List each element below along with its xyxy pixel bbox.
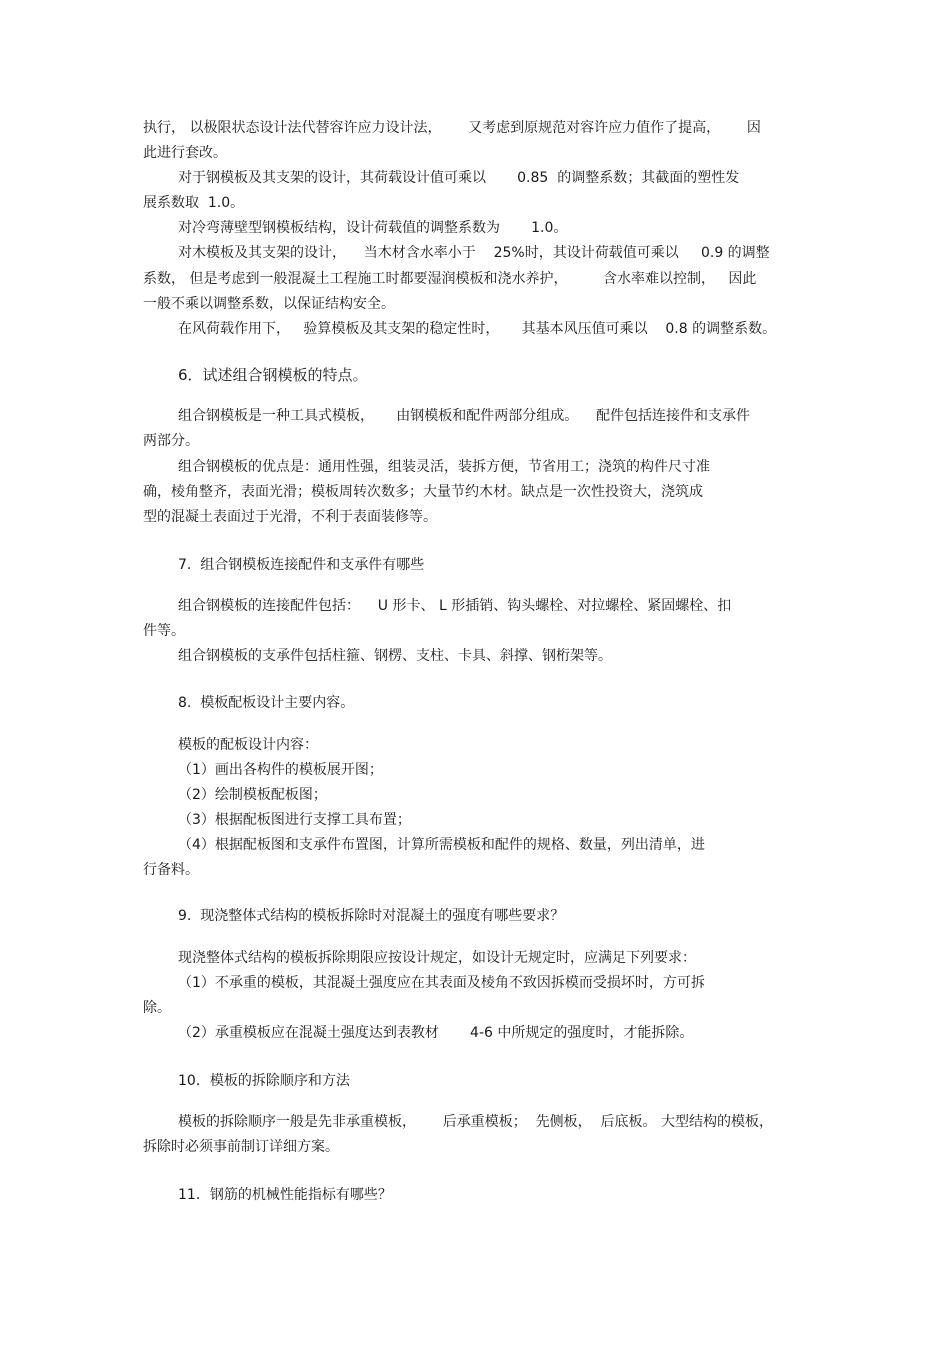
text-line: 组合钢模板的支承件包括柱箍、钢楞、支柱、卡具、斜撑、钢桁架等。: [178, 648, 612, 664]
text-line: 型的混凝土表面过于光滑，不利于表面装修等。: [143, 509, 437, 525]
text-line: 确，棱角整齐，表面光滑；模板周转次数多；大量节约木材。缺点是一次性投资大，浇筑成: [143, 484, 703, 500]
section-heading: 9. 现浇整体式结构的模板拆除时对混凝土的强度有哪些要求？: [178, 908, 565, 924]
section-heading: 11．钢筋的机械性能指标有哪些？: [178, 1187, 392, 1203]
text-line: （2）承重模板应在混凝土强度达到表教材 4-6 中所规定的强度时，才能拆除。: [178, 1025, 694, 1041]
text-line: 组合钢模板的优点是：通用性强，组装灵活，装拆方便，节省用工；浇筑的构件尺寸准: [178, 459, 710, 475]
text-line: 件等。: [143, 623, 185, 639]
text-line: （1）不承重的模板，其混凝土强度应在其表面及棱角不致因拆模而受损坏时，方可拆: [178, 975, 705, 991]
text-line: 在风荷载作用下， 验算模板及其支架的稳定性时， 其基本风压值可乘以 0.8 的调整系数。: [178, 321, 777, 337]
text-line: 模板的配板设计内容：: [178, 737, 318, 753]
text-line: 展系数取 1.0。: [143, 195, 245, 211]
section-heading: 6．试述组合钢模板的特点。: [178, 366, 368, 384]
text-line: 组合钢模板的连接配件包括： U 形卡、 L 形插销、钩头螺栓、对拉螺栓、紧固螺栓、扣: [178, 598, 732, 614]
text-line: （2）绘制模板配板图；: [178, 787, 327, 803]
section-heading: 7. 组合钢模板连接配件和支承件有哪些: [178, 557, 425, 573]
text-line: 一般不乘以调整系数，以保证结构安全。: [143, 296, 395, 312]
text-line: 组合钢模板是一种工具式模板， 由钢模板和配件两部分组成。 配件包括连接件和支承件: [178, 408, 751, 424]
text-line: 模板的拆除顺序一般是先非承重模板， 后承重模板； 先侧板， 后底板。 大型结构的模板，: [178, 1114, 773, 1130]
text-line: 对木模板及其支架的设计， 当木材含水率小于 25%时，其设计荷载值可乘以 0.9 的调整: [178, 245, 770, 261]
text-line: 两部分。: [143, 433, 199, 449]
section-heading: 10．模板的拆除顺序和方法: [178, 1073, 350, 1089]
text-line: （1）画出各构件的模板展开图；: [178, 762, 383, 778]
text-line: 除。: [143, 1000, 171, 1016]
section-heading: 8. 模板配板设计主要内容。: [178, 695, 355, 711]
text-line: （4）根据配板图和支承件布置图，计算所需模板和配件的规格、数量，列出清单，进: [178, 837, 705, 853]
text-line: 现浇整体式结构的模板拆除期限应按设计规定，如设计无规定时，应满足下列要求：: [178, 950, 696, 966]
text-line: 对冷弯薄壁型钢模板结构，设计荷载值的调整系数为 1.0。: [178, 220, 568, 236]
text-line: 对于钢模板及其支架的设计，其荷载设计值可乘以 0.85 的调整系数；其截面的塑性发: [178, 170, 740, 186]
text-line: 系数， 但是考虑到一般混凝土工程施工时都要湿润模板和浇水养护， 含水率难以控制， 因此: [143, 271, 757, 287]
text-line: 拆除时必须事前制订详细方案。: [143, 1139, 339, 1155]
text-line: 执行， 以极限状态设计法代替容许应力设计法， 又考虑到原规范对容许应力值作了提高， 因: [143, 120, 761, 136]
text-line: （3）根据配板图进行支撑工具布置；: [178, 812, 411, 828]
text-line: 此进行套改。: [143, 145, 227, 161]
text-line: 行备料。: [143, 862, 199, 878]
